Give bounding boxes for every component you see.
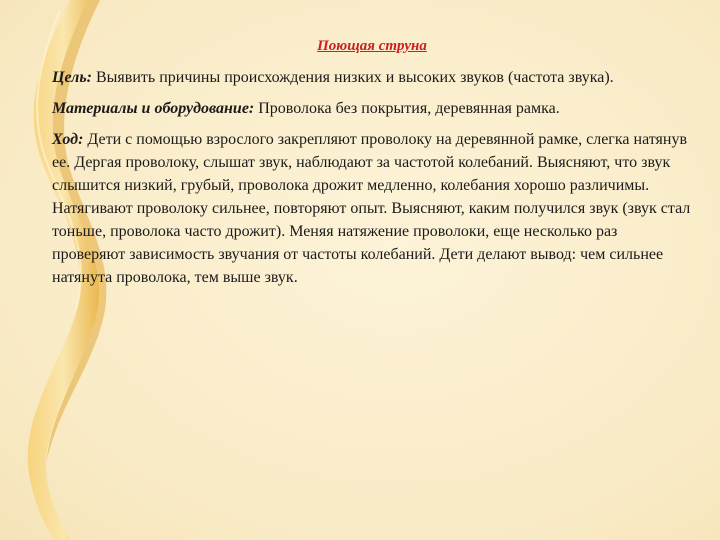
materials-paragraph: [52, 97, 692, 120]
goal-text: Выявить причины происхождения низких и высоких звуков (частота звука).: [92, 69, 614, 86]
procedure-text: Дети с помощью взрослого закрепляют проволоку на деревянной рамке, слегка натянув ее. Дергая проволоку, слышат звук, наблюдают за частотой колебаний. Выясняют, что звук слышится низкий, грубый, проволока дрожит медленно, колебания хорошо различимы. Натягивают проволоку сильнее, повторяют опыт. Выясняют, каким получился звук (звук стал тоньше, проволока часто дрожит). Меняя натяжение проволоки, еще несколько раз проверяют зависимость звучания от частоты колебаний. Дети делают вывод: чем сильнее натянута проволока, тем выше звук.: [52, 131, 691, 286]
slide-content: [52, 36, 692, 297]
procedure-label: Ход:: [52, 131, 84, 148]
goal-paragraph: [52, 66, 692, 89]
materials-label: Материалы и оборудование:: [52, 100, 255, 117]
goal-label: Цель:: [52, 69, 92, 86]
slide-title: Поющая струна: [317, 38, 427, 54]
procedure-paragraph: [52, 128, 692, 289]
materials-text: Проволока без покрытия, деревянная рамка.: [254, 100, 560, 117]
